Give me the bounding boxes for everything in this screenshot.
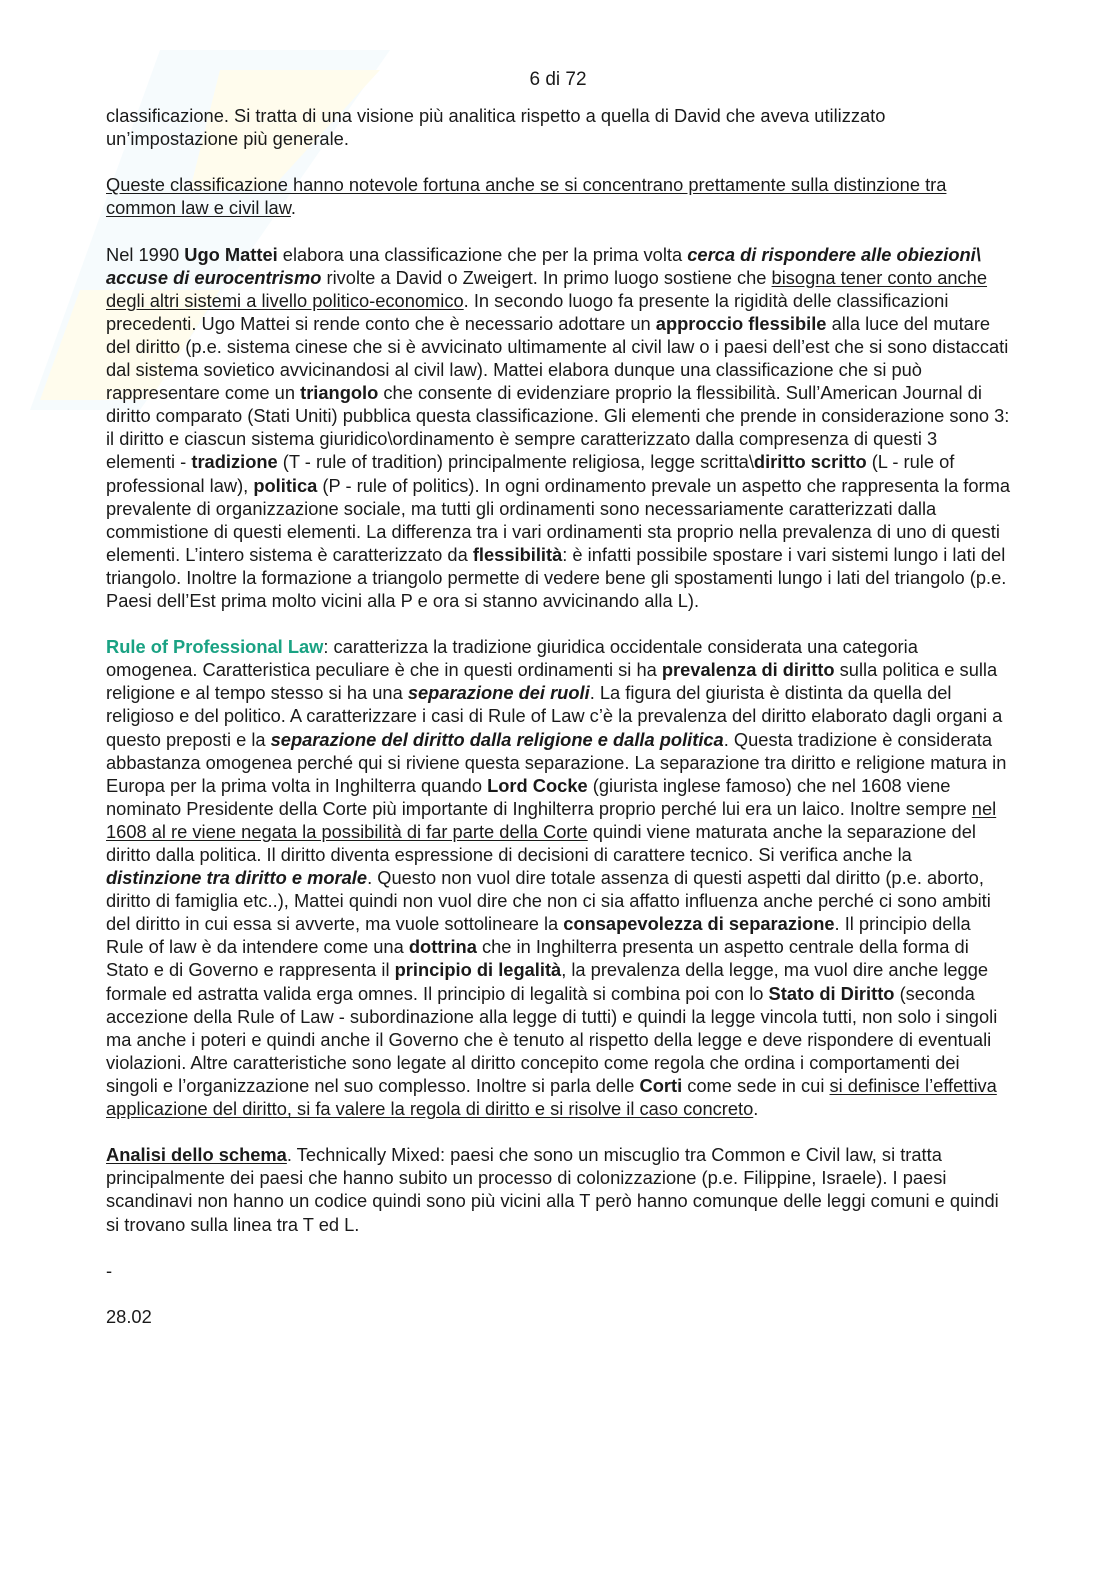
paragraph-classification-fortune — [106, 173, 1011, 219]
text: quindi viene maturata anche la separazione del diritto dalla politica. Il diritto diventa espressione di decisioni di carattere tecnico. Si verifica anche la — [106, 820, 976, 865]
text: sulla politica e sulla religione e al tempo stesso si ha una — [106, 659, 998, 704]
text: alla luce del mutare del diritto (p.e. sistema cinese che si è avvicinato ultimamente al civil law o i paesi dell’est che si sono distaccati dal sistema sovietico avvicinandosi al civil law). Mattei elabora dunque una classificazione che si può rappresentare come un — [106, 312, 1009, 404]
text: , la prevalenza della legge, ma vuol dire anche legge formale ed astratta valida erga omnes. Il principio di legalità si combina poi con lo — [106, 959, 989, 1004]
text: (seconda accezione della Rule of Law - subordinazione alla legge di tutti) e quindi la legge vincola tutti, non solo i singoli ma anche i poteri e quindi anche il Governo che è tenuto al rispetto della legge e deve rispondere di eventuali violazioni. Altre caratteristiche sono legate al diritto concepito come regola che ordina i comportamenti dei singoli e l’organizzazione nel suo complesso. Inoltre si parla delle — [106, 982, 998, 1096]
bold-italic-text: cerca di rispondere alle obiezioni\ accuse di eurocentrismo — [106, 243, 981, 288]
date-heading: 28.02 — [106, 1305, 152, 1327]
text: che consente di evidenziare proprio la flessibilità. Sull’American Journal di diritto comparato (Stati Uniti) pubblica questa classificazione. Gli elementi che prende in considerazione sono 3: il diritto e ciascun sistema giuridico\ordinamento è sempre caratterizzato dalla compresenza di questi 3 elementi - — [106, 382, 1010, 473]
bold-text: dottrina — [408, 936, 477, 958]
bold-text: politica — [253, 474, 318, 496]
bold-italic-text: distinzione tra diritto e morale — [106, 867, 368, 889]
text: elabora una classificazione che per la prima volta — [277, 243, 688, 265]
text: . — [290, 197, 296, 219]
text: . Questa tradizione è considerata abbastanza omogenea perché qui si riviene questa separazione. La separazione tra diritto e religione matura in Europa per la prima volta in Inghilterra quando — [106, 728, 1007, 796]
page-number: 6 di 72 — [529, 69, 587, 90]
text: (giurista inglese famoso) che nel 1608 viene nominato Presidente della Corte più importante di Inghilterra proprio perché lui era un laico. Inoltre sempre — [106, 774, 972, 819]
bold-text: tradizione — [191, 451, 278, 473]
bold-italic-text: separazione del diritto dalla religione e dalla politica — [270, 728, 724, 750]
text: : è infatti possibile spostare i vari sistemi lungo i lati del triangolo. Inoltre la formazione a triangolo permette di vedere bene gli spostamenti lungo i lati del triangolo (p.e. Paesi dell’Est prima molto vicini alla P e ora si stanno avvicinando alla L). — [106, 543, 1007, 611]
bold-text: prevalenza di diritto — [661, 659, 835, 681]
text: : caratterizza la tradizione giuridica occidentale considerata una categoria omogenea. Caratteristica peculiare è che in questi ordinamenti si ha — [106, 636, 918, 681]
bold-text: Lord Cocke — [487, 774, 588, 796]
separator-dash: - — [106, 1259, 113, 1281]
bold-text: diritto scritto — [753, 451, 867, 473]
text: come sede in cui — [682, 1074, 830, 1096]
bold-text: principio di legalità — [394, 959, 562, 981]
bold-text: Stato di Diritto — [768, 982, 895, 1004]
section-heading: Rule of Professional Law — [106, 636, 324, 658]
paragraph-analisi-schema — [106, 1143, 1011, 1235]
text: . La figura del giurista è distinta da quella del religioso e del politico. A caratterizzare i casi di Rule of Law c’è la prevalenza del diritto elaborato dagli organi a questo preposti e la — [106, 682, 1003, 750]
text: (T - rule of tradition) principalmente religiosa, legge scritta\ — [277, 451, 754, 473]
text: . Questo non vuol dire totale assenza di questi aspetti dal diritto (p.e. aborto, diritto di famiglia etc..), Mattei quindi non vuol dire che non ci sia affatto influenza anche perché ci sono ambiti del diritto in cui essa si avverte, ma vuole sottolineare la — [106, 867, 991, 935]
bold-text: flessibilità — [472, 543, 563, 565]
text: . Il principio della Rule of law è da intendere come una — [106, 913, 971, 958]
bold-text: approccio flessibile — [655, 312, 827, 334]
text: classificazione. Si tratta di una visione più analitica rispetto a quella di David che aveva utilizzato un’impostazione più generale. — [106, 105, 886, 150]
text: rivolte a David o Zweigert. In primo luogo sostiene che — [321, 266, 772, 288]
underlined-text: bisogna tener conto anche degli altri sistemi a livello politico-economico — [106, 266, 988, 311]
text: . Technically Mixed: paesi che sono un miscuglio tra Common e Civil law, si tratta principalmente dei paesi che hanno subito un processo di colonizzazione (p.e. Filippine, Israele). I paesi scandinavi non hanno un codice quindi sono più vicini alla T però hanno comunque delle leggi comuni e quindi si trovano sulla linea tra T ed L. — [106, 1144, 999, 1235]
paragraph-mattei — [106, 243, 1011, 613]
bold-text: Ugo Mattei — [184, 243, 278, 265]
text: Nel 1990 — [106, 243, 185, 265]
paragraph-intro — [106, 104, 1011, 150]
underlined-text: nel 1608 al re viene negata la possibilità di far parte della Corte — [106, 797, 997, 842]
underlined-text: Queste classificazione hanno notevole fortuna anche se si concentrano prettamente sulla distinzione tra common law e civil law — [106, 174, 947, 219]
text: (L - rule of professional law), — [106, 451, 955, 496]
document-body — [106, 104, 1011, 1351]
paragraph-rule-of-professional-law — [106, 635, 1011, 1120]
bold-text: triangolo — [300, 382, 379, 404]
bold-text: consapevolezza di separazione — [563, 913, 835, 935]
bold-underlined-heading: Analisi dello schema — [106, 1144, 287, 1166]
text: (P - rule of politics). In ogni ordinamento prevale un aspetto che rappresenta la forma prevalente di organizzazione sociale, ma tutti gli ordinamenti sono necessariamente caratterizzati dalla commistione di questi elementi. La differenza tra i vari ordinamenti sta proprio nella prevalenza di uno di questi elementi. L’intero sistema è caratterizzato da — [106, 474, 1011, 565]
bold-italic-text: separazione dei ruoli — [407, 682, 590, 704]
bold-text: Corti — [639, 1074, 683, 1096]
underlined-text: si definisce l’effettiva applicazione del diritto, si fa valere la regola di diritto e si risolve il caso concreto — [106, 1074, 997, 1120]
text: . — [753, 1098, 759, 1120]
text: che in Inghilterra presenta un aspetto centrale della forma di Stato e di Governo e rappresenta il — [106, 936, 969, 981]
text: . In secondo luogo fa presente la rigidità delle classificazioni precedenti. Ugo Mattei si rende conto che è necessario adottare un — [106, 289, 949, 334]
